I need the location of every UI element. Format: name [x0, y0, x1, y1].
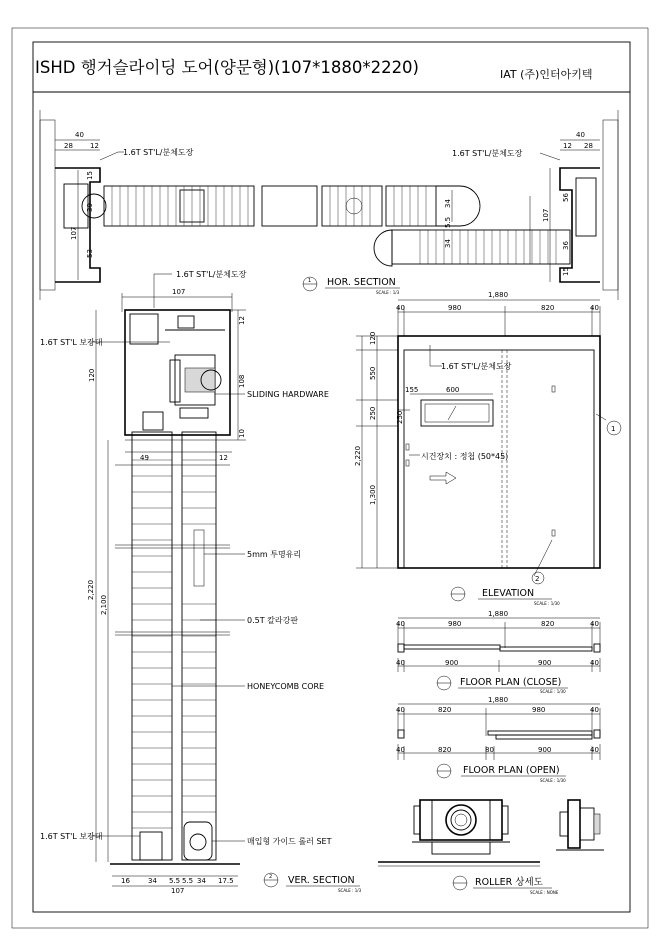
hor-section-labels: [64, 131, 593, 276]
dim-label: 40: [590, 746, 599, 754]
dim-label: 900: [538, 659, 552, 667]
dim-label: 28: [64, 142, 73, 150]
dim-label: 980: [448, 620, 462, 628]
dim-label: 107: [70, 226, 78, 240]
elevation-title: [451, 587, 560, 606]
floor-plan-close: [398, 618, 600, 672]
floor-open-scale: SCALE : 1/30: [540, 778, 566, 783]
dim-label: 80: [485, 746, 494, 754]
floor-plan-close-labels: [396, 610, 599, 667]
elevation-name: ELEVATION: [482, 588, 535, 599]
dim-label: 820: [541, 304, 555, 312]
roller-title: [453, 876, 559, 895]
floor-plan-open-labels: [396, 696, 599, 754]
ver-section-labels: [40, 269, 332, 895]
dim-label: 15: [86, 171, 94, 180]
dim-label: 40: [75, 131, 84, 139]
label-reinforce-bottom: 1.6T ST'L 보강대: [40, 832, 103, 841]
dim-label: 108: [238, 374, 246, 388]
dim-label: 40: [396, 706, 405, 714]
label-closer: 시건장치 : 정첩 (50*45): [421, 452, 509, 461]
dim-label: 900: [445, 659, 459, 667]
dim-label: 40: [590, 304, 599, 312]
ver-section-title: [264, 873, 362, 893]
dim-label: 12: [238, 316, 246, 325]
dim-label: 980: [532, 706, 546, 714]
dim-label: 107: [542, 208, 550, 222]
ver-section-name: VER. SECTION: [288, 875, 355, 886]
label-sliding-hardware: SLIDING HARDWARE: [247, 390, 329, 399]
roller-detail: [378, 800, 604, 866]
floor-close-name: FLOOR PLAN (CLOSE): [460, 677, 562, 688]
dim-label: 40: [396, 620, 405, 628]
dim-label: 900: [538, 746, 552, 754]
dim-label: 5.5: [444, 216, 452, 228]
label-guide-roller: 매입형 가이드 롤러 SET: [247, 837, 332, 846]
label-steel-paint-left: 1.6T ST'L/분체도장: [123, 148, 194, 157]
dim-label: 17.5: [218, 877, 234, 885]
dim-label: 28: [584, 142, 593, 150]
elevation-labels: [354, 291, 615, 583]
dim-label: 1,880: [488, 610, 509, 618]
dim-label: 40: [396, 746, 405, 754]
dim-label: 40: [396, 304, 405, 312]
dim-label: 820: [438, 746, 452, 754]
company-name: IAT (주)인터아키텍: [500, 68, 593, 81]
dim-label: 15: [562, 267, 570, 276]
floor-plan-close-title: [437, 676, 568, 694]
dim-label: 40: [590, 659, 599, 667]
dim-label: 40: [576, 131, 585, 139]
dim-label: 1,880: [488, 291, 509, 299]
hor-section-title: [303, 277, 400, 295]
dim-label: 550: [369, 366, 377, 380]
dim-label: 980: [448, 304, 462, 312]
dim-label: 600: [446, 386, 460, 394]
dim-label: 120: [369, 331, 377, 345]
dim-label: 1,300: [369, 484, 377, 505]
dim-label: 34: [444, 239, 452, 248]
floor-plan-open-title: [437, 764, 566, 783]
hor-section-scale: SCALE : 1/3: [376, 290, 400, 295]
ver-section-scale: SCALE : 1/3: [338, 888, 362, 893]
hor-section-name: HOR. SECTION: [327, 277, 396, 288]
dim-label: 107: [171, 887, 185, 895]
floor-open-name: FLOOR PLAN (OPEN): [463, 765, 560, 776]
dim-label: 53: [86, 249, 94, 258]
dim-label: 12: [563, 142, 572, 150]
dim-label: 40: [590, 706, 599, 714]
label-steel-paint-right: 1.6T ST'L/분체도장: [452, 149, 523, 158]
dim-label: 16: [121, 877, 130, 885]
dim-label: 2,100: [100, 594, 108, 615]
dim-label: 2,220: [354, 445, 362, 466]
dim-label: 36: [562, 241, 570, 250]
dim-label: 820: [541, 620, 555, 628]
dim-label: 56: [562, 193, 570, 202]
dim-label: 2,220: [87, 579, 95, 600]
dim-label: 5.5: [182, 877, 194, 885]
hor-section-detail: [40, 110, 618, 300]
dim-label: 820: [438, 706, 452, 714]
dim-label: 250: [396, 410, 404, 424]
dim-label: 39: [86, 203, 94, 212]
roller-scale: SCALE : NONE: [530, 890, 559, 895]
label-reinforce-top: 1.6T ST'L 보강대: [40, 338, 103, 347]
elevation-scale: SCALE : 1/30: [534, 601, 560, 606]
label-color-steel: 0.5T 칼라강판: [247, 616, 299, 625]
hor-section-number: 1: [308, 278, 312, 284]
floor-plan-open: [398, 704, 600, 760]
dim-label: 120: [88, 368, 96, 382]
dim-label: 34: [148, 877, 157, 885]
dim-label: 12: [90, 142, 99, 150]
dim-label: 1,880: [488, 696, 509, 704]
dim-label: 250: [369, 406, 377, 420]
dim-label: 34: [444, 199, 452, 208]
floor-close-scale: SCALE : 1/30: [540, 689, 566, 694]
label-honeycomb: HONEYCOMB CORE: [247, 682, 325, 691]
elev-marker-1: 1: [611, 425, 616, 433]
sheet-title: ISHD 행거슬라이딩 도어(양문형)(107*1880*2220): [35, 58, 419, 77]
elev-marker-2: 2: [535, 575, 540, 583]
dim-label: 49: [140, 454, 149, 462]
roller-name: ROLLER 상세도: [475, 877, 543, 888]
ver-section-number: 2: [269, 874, 273, 880]
title-block: [35, 57, 592, 81]
dim-label: 10: [238, 429, 246, 438]
dim-label: 34: [197, 877, 206, 885]
sheet-border: [12, 28, 648, 928]
dim-label: 40: [396, 659, 405, 667]
dim-label: 5.5: [169, 877, 181, 885]
dim-label: 155: [405, 386, 419, 394]
elevation-detail: [356, 300, 621, 584]
label-steel-paint-ver: 1.6T ST'L/분체도장: [176, 270, 247, 279]
ver-section-detail: [88, 274, 246, 886]
label-glass: 5mm 투명유리: [247, 550, 302, 559]
dim-label: 107: [172, 288, 186, 296]
dim-label: 12: [219, 454, 228, 462]
label-steel-paint-elev: 1.6T ST'L/분체도장: [441, 362, 512, 371]
dim-label: 40: [590, 620, 599, 628]
